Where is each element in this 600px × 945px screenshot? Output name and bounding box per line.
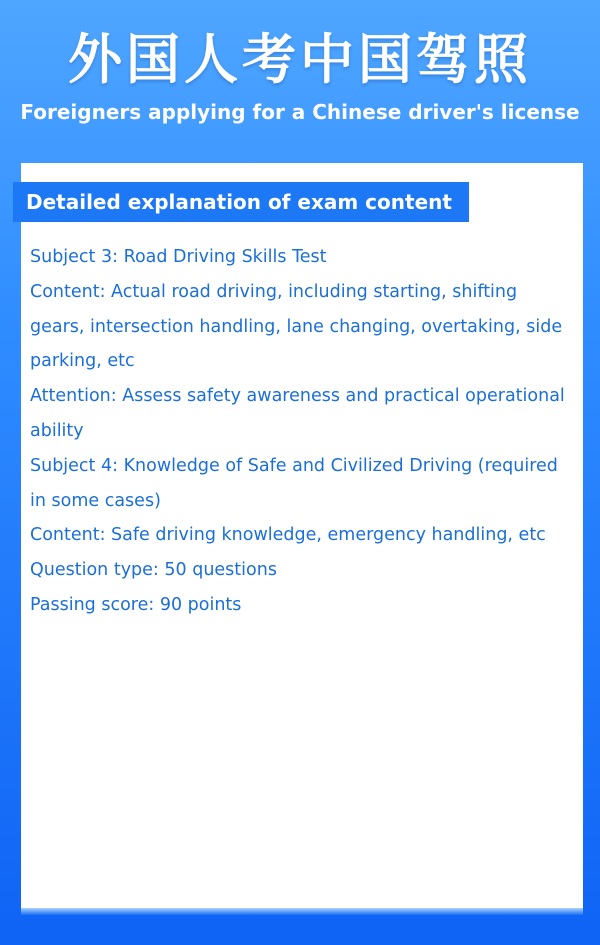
panel-bottom-strip — [21, 908, 583, 915]
list-item: Subject 3: Road Driving Skills Test — [30, 247, 327, 267]
page-title-chinese: 外国人考中国驾照 — [68, 28, 532, 91]
list-item: Question type: 50 questions — [30, 560, 277, 581]
exam-content-list — [30, 240, 575, 623]
list-item: Passing score: 90 points — [30, 594, 242, 615]
list-item: Subject 4: Knowledge of Safe and Civilized Driving (required in some cases) — [30, 455, 558, 511]
list-item: Attention: Assess safety awareness and practical operational ability — [30, 386, 565, 441]
list-item: Content: Actual road driving, including starting, shifting gears, intersection handling, lane changing, overtaking, side parking, etc — [30, 281, 563, 372]
list-item: Content: Safe driving knowledge, emergency handling, etc — [30, 525, 546, 546]
section-heading-banner: Detailed explanation of exam content — [13, 182, 469, 222]
page-subtitle-english: Foreigners applying for a Chinese driver's license — [20, 100, 580, 124]
